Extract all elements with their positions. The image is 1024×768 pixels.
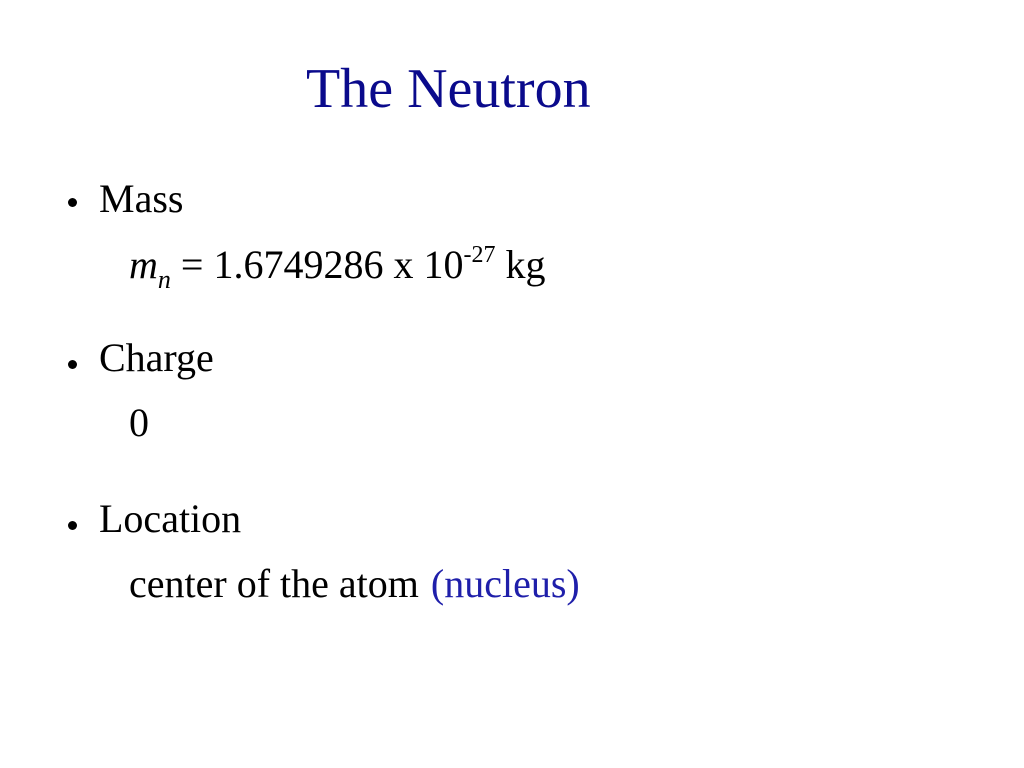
mass-exponent: -27 xyxy=(463,242,496,268)
bullet-label-location: Location xyxy=(99,496,242,541)
slide-title: The Neutron xyxy=(306,58,591,120)
location-detail xyxy=(129,560,580,608)
mass-mantissa: = 1.6749286 x 10 xyxy=(170,242,464,287)
bullet-dot-icon xyxy=(68,198,77,207)
location-value: center of the atom xyxy=(129,561,419,606)
bullet-dot-icon xyxy=(68,360,77,369)
bullet-dot-icon xyxy=(68,521,77,530)
mass-unit: kg xyxy=(495,242,546,287)
neutron-mass-formula xyxy=(129,241,545,295)
mass-subscript: n xyxy=(157,265,171,294)
charge-value: 0 xyxy=(129,400,149,445)
bullet-label-mass: Mass xyxy=(99,176,184,221)
bullet-label-charge: Charge xyxy=(99,335,214,380)
location-note: (nucleus) xyxy=(430,561,580,606)
mass-symbol: m xyxy=(129,242,158,287)
